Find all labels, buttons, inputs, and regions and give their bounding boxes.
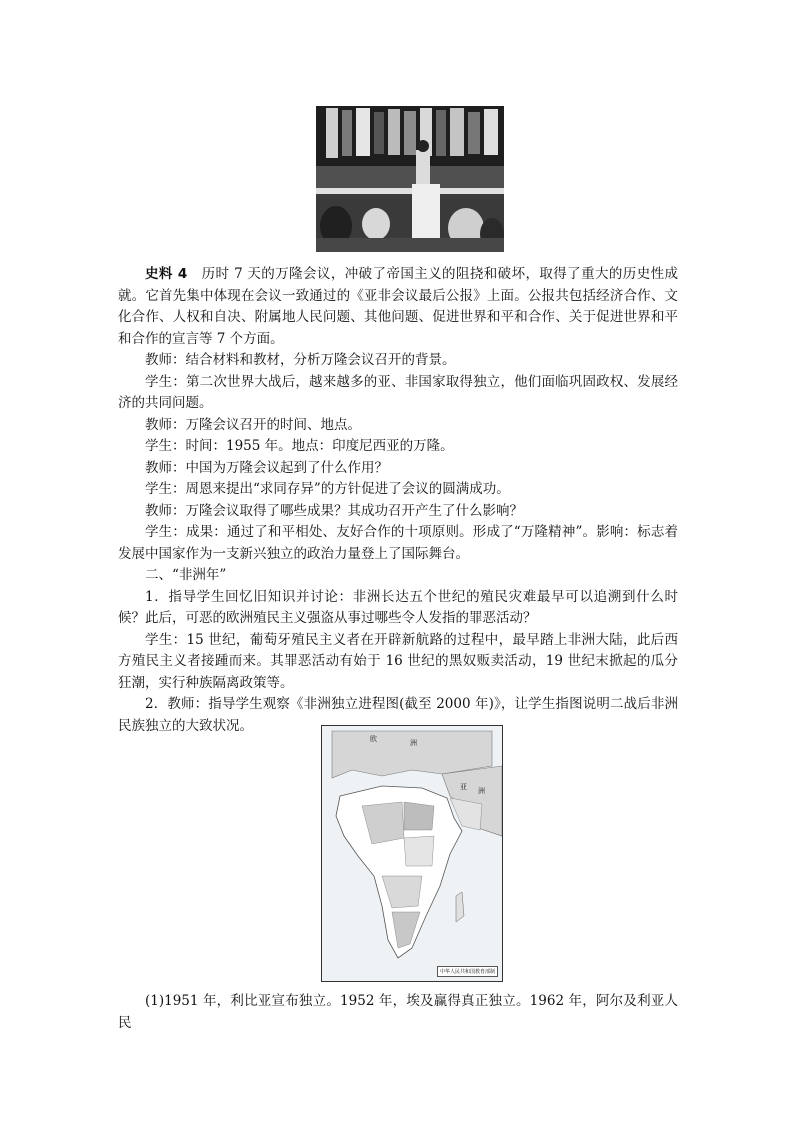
paragraph: 1．指导学生回忆旧知识并讨论：非洲长达五个世纪的殖民灾难最早可以追溯到什么时候？此后，可恶的欧洲殖民主义强盗从事过哪些令人发指的罪恶活动？	[118, 588, 678, 626]
paragraph: 学生：15 世纪，葡萄牙殖民主义者在开辟新航路的过程中，最早踏上非洲大陆，此后西方殖民主义者接踵而来。其罪恶活动有始于 16 世纪的黑奴贩卖活动，19 世纪末掀起的瓜分狂潮，实行种族隔离政策等。	[118, 631, 678, 691]
section-heading: 二、“非洲年”	[145, 567, 227, 583]
africa-independence-map	[321, 725, 503, 982]
paragraph: 2．教师：指导学生观察《非洲独立进程图(截至 2000 年)》，让学生指图说明二战后非洲民族独立的大致状况。	[118, 696, 678, 734]
paragraph: 学生：时间：1955 年。地点：印度尼西亚的万隆。	[145, 438, 454, 454]
map-label-asia-1: 亚	[460, 783, 467, 791]
paragraph: 学生：第二次世界大战后，越来越多的亚、非国家取得独立，他们面临巩固政权、发展经济的共同问题。	[118, 373, 678, 411]
main-text-block	[118, 264, 678, 737]
bottom-text-block	[118, 991, 678, 1034]
map-label-asia-2: 洲	[478, 787, 485, 795]
bandung-conference-photo	[316, 106, 504, 252]
map-label-europe-2: 洲	[410, 739, 417, 747]
source-label: 史料 4	[145, 266, 188, 282]
photo-illustration	[316, 106, 504, 252]
map-illustration	[322, 726, 502, 981]
map-label-europe-1: 欧	[370, 735, 377, 743]
paragraph: (1)1951 年，利比亚宣布独立。1952 年，埃及赢得真正独立。1962 年，阿尔及利亚人民	[118, 993, 678, 1031]
paragraph: 教师：万隆会议取得了哪些成果？其成功召开产生了什么影响？	[145, 502, 523, 519]
paragraph: 教师：中国为万隆会议起到了什么作用？	[145, 459, 388, 476]
paragraph: 教师：结合材料和教材，分析万隆会议召开的背景。	[145, 352, 456, 368]
paragraph: 学生：成果：通过了和平相处、友好合作的十项原则。形成了“万隆精神”。影响：标志着发展中国家作为一支新兴独立的政治力量登上了国际舞台。	[118, 524, 678, 562]
paragraph-source-4	[118, 264, 678, 350]
map-caption: 中华人民共和国教育部制	[437, 966, 498, 977]
paragraph: 教师：万隆会议召开的时间、地点。	[145, 416, 361, 433]
paragraph: 学生：周恩来提出“求同存异”的方针促进了会议的圆满成功。	[145, 481, 510, 497]
paragraph-text: 历时 7 天的万隆会议，冲破了帝国主义的阻挠和破坏，取得了重大的历史性成就。它首先集中体现在会议一致通过的《亚非会议最后公报》上面。公报共包括经济合作、文化合作、人权和自决、附属地人民问题、其他问题、促进世界和平和合作、关于促进世界和平和合作的宣言等 7 个方面。	[118, 266, 679, 347]
